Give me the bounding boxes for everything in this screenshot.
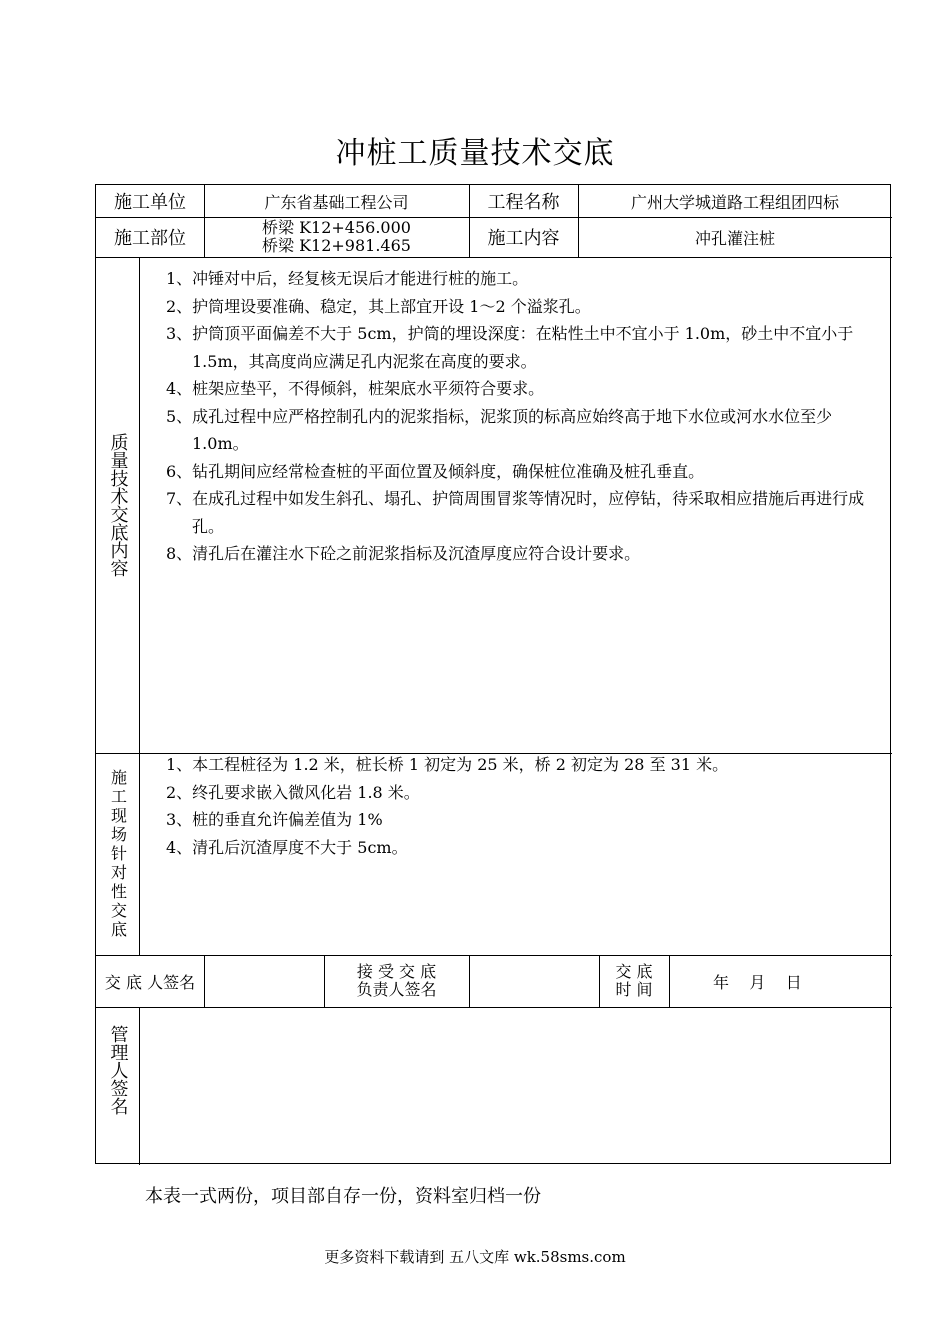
presenter-signature-field[interactable] — [204, 955, 324, 1007]
disclosure-date-field[interactable]: 年 月 日 — [713, 972, 802, 992]
construction-unit-value: 广东省基础工程公司 — [264, 192, 409, 212]
site-item: 4、清孔后沉渣厚度不大于 5cm。 — [166, 837, 408, 857]
copies-note: 本表一式两份，项目部自存一份，资料室归档一份 — [145, 1186, 541, 1207]
receiver-label-line-2: 负责人签名 — [356, 980, 437, 999]
quality-item: 8、清孔后在灌注水下砼之前泥浆指标及沉渣厚度应符合设计要求。 — [166, 544, 641, 563]
presenter-signature-label: 交 底 人签名 — [104, 972, 196, 992]
project-name-label: 工程名称 — [487, 192, 560, 213]
management-signature-label — [96, 1007, 139, 1165]
disclosure-form — [95, 184, 891, 1164]
management-label-text: 管理人签名 — [107, 1025, 129, 1115]
quality-item: 6、钻孔期间应经常检查桩的平面位置及倾斜度，确保桩位准确及桩孔垂直。 — [166, 461, 705, 481]
location-line-1: 桥梁 K12+456.000 — [262, 218, 411, 237]
time-label-line-1: 交 底 — [615, 962, 653, 981]
site-section-label-text: 施工现场针对性交底 — [108, 768, 128, 940]
quality-item: 3、护筒顶平面偏差不大于 5cm，护筒的埋设深度：在粘性土中不宜小于 1.0m，砂土中不宜小于 1.5m，其高度尚应满足孔内泥浆在高度的要求。 — [166, 324, 859, 371]
receiver-label-line-1: 接 受 交 底 — [356, 962, 437, 981]
quality-item: 4、桩架应垫平，不得倾斜，桩架底水平须符合要求。 — [166, 379, 545, 398]
quality-item: 5、成孔过程中应严格控制孔内的泥浆指标，泥浆顶的标高应始终高于地下水位或河水水位至少 1.0m。 — [166, 406, 838, 453]
construction-content-value: 冲孔灌注桩 — [694, 228, 775, 248]
construction-content-label: 施工内容 — [487, 228, 560, 249]
quality-items-list — [140, 265, 886, 568]
receiver-signature-label — [324, 955, 469, 1007]
site-item: 1、本工程桩径为 1.2 米，桩长桥 1 初定为 25 米，桥 2 初定为 28 至 31 米。 — [166, 755, 729, 774]
location-line-2: 桥梁 K12+981.465 — [262, 236, 411, 255]
time-label-line-2: 时 间 — [615, 980, 653, 999]
site-items-list — [140, 751, 886, 861]
quality-item: 2、护筒埋设要准确、稳定，其上部宜开设 1～2 个溢浆孔。 — [166, 296, 591, 316]
construction-location-label: 施工部位 — [114, 228, 186, 249]
download-site-line: 更多资料下载请到 五八文库 wk.58sms.com — [324, 1248, 626, 1266]
quality-item: 1、冲锤对中后，经复核无误后才能进行桩的施工。 — [166, 269, 529, 288]
construction-location-value — [204, 217, 469, 257]
management-signature-field[interactable] — [139, 1007, 892, 1165]
receiver-signature-field[interactable] — [469, 955, 599, 1007]
site-item: 3、桩的垂直允许偏差值为 1% — [166, 810, 383, 829]
page-title: 冲桩工质量技术交底 — [335, 136, 615, 171]
site-item: 2、终孔要求嵌入微风化岩 1.8 米。 — [166, 782, 420, 802]
construction-unit-label: 施工单位 — [114, 192, 186, 213]
project-name-value: 广州大学城道路工程组团四标 — [630, 192, 839, 212]
disclosure-time-label — [599, 955, 669, 1007]
quality-item: 7、在成孔过程中如发生斜孔、塌孔、护筒周围冒浆等情况时，应停钻，待采取相应措施后再进行成孔。 — [166, 489, 865, 536]
site-section-label — [96, 753, 139, 955]
quality-section-label — [96, 257, 139, 753]
quality-section-label-text: 质量技术交底内容 — [107, 433, 129, 577]
